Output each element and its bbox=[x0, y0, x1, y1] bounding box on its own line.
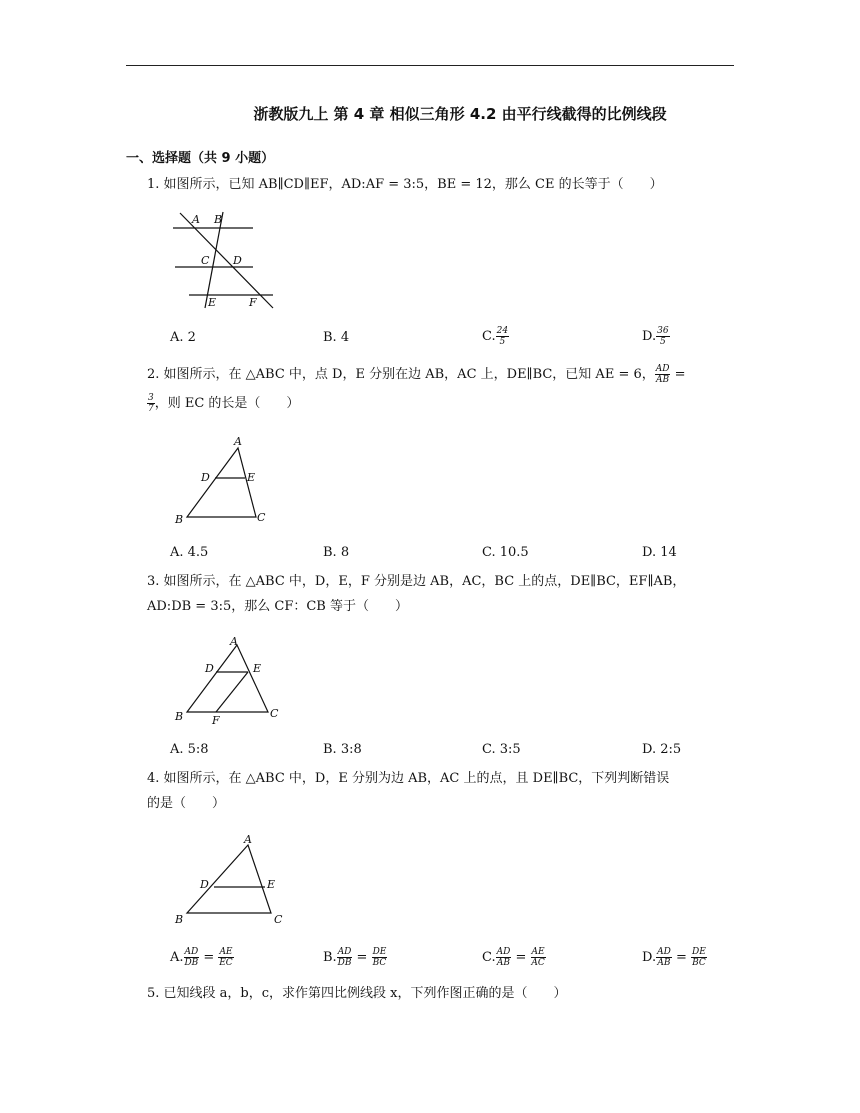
q3-label-f: F bbox=[212, 714, 220, 727]
fraction-numerator: 36 bbox=[657, 326, 669, 336]
question-4-text-line2: 的是（ ） bbox=[147, 796, 226, 811]
q4-option-a[interactable] bbox=[170, 947, 234, 968]
question-1-text: 1. 如图所示，已知 AB∥CD∥EF，AD:AF = 3:5，BE = 12，那么 CE 的长等于（ ） bbox=[147, 177, 663, 192]
equals-sign: = bbox=[675, 950, 687, 965]
q2-fraction-3-7 bbox=[147, 393, 155, 414]
q3-option-a[interactable]: A. 5:8 bbox=[170, 742, 209, 757]
fraction-numerator: 3 bbox=[148, 393, 154, 403]
fraction-numerator: DE bbox=[692, 947, 706, 957]
q3-label-d: D bbox=[205, 662, 214, 675]
option-prefix: D. bbox=[642, 950, 657, 965]
q1-label-f: F bbox=[249, 296, 257, 309]
fraction-denominator: DB bbox=[184, 958, 199, 968]
q2-text-line1: 2. 如图所示，在 △ABC 中，点 D，E 分别在边 AB，AC 上，DE∥BC，已知 AE = 6， bbox=[147, 367, 655, 382]
fraction-denominator: AB bbox=[656, 375, 670, 385]
fraction-denominator: AB bbox=[496, 958, 511, 968]
fraction-numerator: AD bbox=[337, 947, 352, 957]
question-5-text: 5. 已知线段 a，b，c，求作第四比例线段 x，下列作图正确的是（ ） bbox=[147, 986, 567, 1001]
q2-label-c: C bbox=[257, 511, 266, 524]
q3-label-b: B bbox=[175, 710, 184, 723]
header-rule bbox=[126, 65, 734, 66]
q2-option-d[interactable]: D. 14 bbox=[642, 545, 677, 560]
fraction-denominator: EC bbox=[219, 958, 233, 968]
q1-option-c[interactable] bbox=[482, 326, 509, 347]
fraction-denominator: AB bbox=[657, 958, 671, 968]
question-2-text-line2 bbox=[147, 393, 737, 415]
q2-option-b[interactable]: B. 8 bbox=[323, 545, 350, 560]
q2-label-b: B bbox=[175, 513, 184, 526]
q4-label-b: B bbox=[175, 913, 184, 926]
q3-label-e: E bbox=[253, 662, 262, 675]
question-4-text-line1: 4. 如图所示，在 △ABC 中，D，E 分别为边 AB，AC 上的点，且 DE∥BC，下列判断错误 bbox=[147, 771, 670, 786]
question-1-figure bbox=[165, 208, 285, 313]
q2-label-a: A bbox=[234, 435, 242, 448]
q1-option-d-prefix: D. bbox=[642, 329, 657, 344]
option-prefix: B. bbox=[323, 950, 337, 965]
fraction-left bbox=[656, 947, 672, 968]
fraction-numerator: AD bbox=[496, 947, 511, 957]
q1-option-d-fraction bbox=[656, 326, 669, 347]
q1-label-d: D bbox=[233, 254, 242, 267]
q1-option-a[interactable]: A. 2 bbox=[170, 330, 196, 345]
fraction-numerator: DE bbox=[372, 947, 387, 957]
fraction-left bbox=[337, 947, 353, 968]
q1-option-b[interactable]: B. 4 bbox=[323, 330, 350, 345]
q4-option-b[interactable] bbox=[323, 947, 387, 968]
question-2-figure bbox=[170, 433, 280, 528]
question-3-text-line1: 3. 如图所示，在 △ABC 中，D，E，F 分别是边 AB，AC，BC 上的点，DE∥BC，EF∥AB， bbox=[147, 574, 686, 589]
q4-option-c[interactable] bbox=[482, 947, 546, 968]
fraction-numerator: AD bbox=[657, 947, 671, 957]
fraction-numerator: AD bbox=[184, 947, 199, 957]
q1-label-e: E bbox=[208, 296, 217, 309]
q2-label-e: E bbox=[247, 471, 256, 484]
fraction-denominator: 5 bbox=[499, 337, 506, 347]
q2-text-line2: ，则 EC 的长是（ ） bbox=[154, 396, 300, 411]
option-prefix: A. bbox=[170, 950, 184, 965]
equals-sign: = bbox=[203, 950, 215, 965]
question-4-figure bbox=[170, 830, 290, 930]
q1-label-a: A bbox=[192, 213, 200, 226]
q1-option-c-prefix: C. bbox=[482, 329, 496, 344]
q2-fraction-ad-ab bbox=[655, 364, 671, 385]
q4-label-c: C bbox=[274, 913, 283, 926]
fraction-denominator: AC bbox=[531, 958, 545, 968]
equals-sign: = bbox=[356, 950, 368, 965]
q2-option-c[interactable]: C. 10.5 bbox=[482, 545, 529, 560]
section-heading: 一、选择题（共 9 小题） bbox=[126, 151, 275, 166]
q1-option-c-fraction bbox=[496, 326, 509, 347]
q4-label-a: A bbox=[244, 833, 252, 846]
q4-option-d[interactable] bbox=[642, 947, 707, 968]
fraction-numerator: 24 bbox=[496, 326, 509, 336]
question-3-text-line2: AD:DB = 3:5，那么 CF：CB 等于（ ） bbox=[147, 599, 408, 614]
q1-option-d[interactable] bbox=[642, 326, 670, 347]
fraction-numerator: AD bbox=[655, 364, 670, 374]
fraction-numerator: AE bbox=[531, 947, 545, 957]
q2-equals: = bbox=[670, 367, 686, 382]
q3-option-d[interactable]: D. 2:5 bbox=[642, 742, 682, 757]
q1-label-c: C bbox=[201, 254, 210, 267]
q2-label-d: D bbox=[201, 471, 210, 484]
fraction-left bbox=[184, 947, 200, 968]
equals-sign: = bbox=[515, 950, 527, 965]
q3-label-a: A bbox=[230, 635, 238, 648]
q3-label-c: C bbox=[270, 707, 279, 720]
page-title: 浙教版九上 第 4 章 相似三角形 4.2 由平行线截得的比例线段 bbox=[253, 105, 667, 123]
fraction-denominator: BC bbox=[692, 958, 706, 968]
fraction-right bbox=[531, 947, 546, 968]
fraction-right bbox=[372, 947, 388, 968]
fraction-right bbox=[218, 947, 233, 968]
question-2-text bbox=[147, 364, 737, 386]
fraction-denominator: 5 bbox=[659, 337, 666, 347]
fraction-numerator: AE bbox=[219, 947, 233, 957]
fraction-denominator: 7 bbox=[148, 404, 154, 414]
fraction-denominator: BC bbox=[372, 958, 387, 968]
question-3-figure bbox=[170, 632, 285, 727]
q1-label-b: B bbox=[214, 213, 223, 226]
fraction-left bbox=[496, 947, 512, 968]
fraction-denominator: DB bbox=[337, 958, 352, 968]
q2-option-a[interactable]: A. 4.5 bbox=[170, 545, 209, 560]
option-prefix: C. bbox=[482, 950, 496, 965]
fraction-right bbox=[691, 947, 707, 968]
q4-label-e: E bbox=[267, 878, 276, 891]
q4-label-d: D bbox=[200, 878, 209, 891]
q3-option-c[interactable]: C. 3:5 bbox=[482, 742, 521, 757]
q3-option-b[interactable]: B. 3:8 bbox=[323, 742, 362, 757]
